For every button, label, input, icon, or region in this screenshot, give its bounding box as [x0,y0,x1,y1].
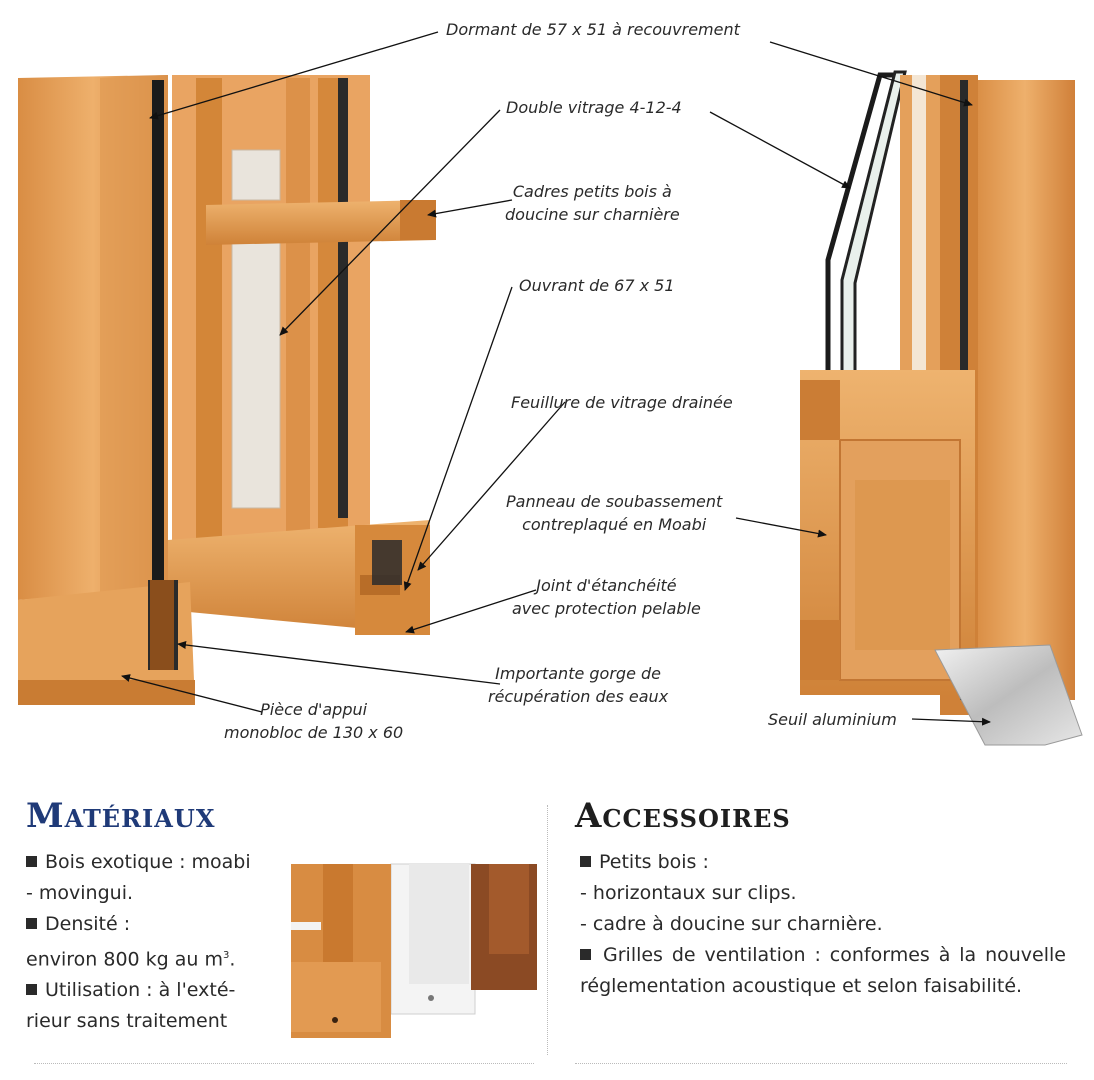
callout-panneau [506,490,722,536]
callout-piece-appui [224,698,403,744]
leader-gorge [178,644,500,684]
leader-dormant-right [770,42,972,105]
accessoires-list [580,847,1066,1002]
materiaux-item-densite-value: environ 800 kg au $m^3$. [26,948,236,971]
callout-piece-line1: Pièce d'appui [260,700,368,719]
callout-panneau-line2: contreplaqué en Moabi [522,515,707,534]
column-divider [547,805,548,1055]
right-section-view [800,72,1082,745]
materiaux-item-densite: Densité : [26,909,286,940]
accessoires-item-horizontaux: - horizontaux sur clips. [580,882,797,904]
materiaux-list [26,847,286,1037]
callout-piece-line2: monobloc de 130 x 60 [224,723,404,742]
materiaux-item-utilisation: Utilisation : à l'exté- [26,975,286,1006]
bullet-square-icon [26,984,37,995]
accessoires-item-cadre: - cadre à doucine sur charnière. [580,913,883,935]
materiaux-item-bois-cont: - movingui. [26,882,134,904]
callout-dormant: Dormant de 57 x 51 à recouvrement [446,20,740,39]
callout-gorge [488,662,668,708]
callout-feuillure: Feuillure de vitrage drainée [511,393,733,412]
wood-finish-swatches [291,862,538,1040]
callout-cadres-petits-bois [505,180,680,226]
accessoires-item-grilles: Grilles de ventilation : conformes à la nouvelle réglementation acoustique et selon faisabilité. [580,944,1066,997]
materiaux-item-bois: Bois exotique : moabi [26,847,286,878]
right-dormant-frame [975,80,1075,700]
leader-double-vitrage-right [710,112,850,188]
callout-joint-line1: Joint d'étanchéité [536,576,677,595]
glass-pane-left [232,240,280,508]
callout-panneau-line1: Panneau de soubassement [506,492,723,511]
callout-ouvrant: Ouvrant de 67 x 51 [519,276,675,295]
left-window-frame [18,75,436,705]
callout-gorge-line1: Importante gorge de [495,664,661,683]
bullet-square-icon [580,949,591,960]
callout-joint [512,574,701,620]
callout-double-vitrage: Double vitrage 4-12-4 [506,98,682,117]
accessoires-title: Accessoires [575,796,791,836]
callout-cadres-line2: doucine sur charnière [505,205,680,224]
bullet-square-icon [26,918,37,929]
leader-feuillure [418,402,565,570]
leader-ouvrant [405,287,512,590]
callout-gorge-line2: récupération des eaux [488,687,669,706]
bullet-square-icon [580,856,591,867]
bottom-divider-right [575,1063,1067,1064]
materiaux-title: Matériaux [26,796,216,836]
leader-cadres [428,200,512,215]
materiaux-item-utilisation-cont: rieur sans traitement [26,1010,228,1033]
callout-joint-line2: avec protection pelable [512,599,701,618]
accessoires-item-petits-bois: Petits bois : [580,847,1066,878]
bullet-square-icon [26,856,37,867]
callout-seuil: Seuil aluminium [768,710,897,729]
callout-cadres-line1: Cadres petits bois à [512,182,672,201]
bottom-divider-left [34,1063,534,1064]
